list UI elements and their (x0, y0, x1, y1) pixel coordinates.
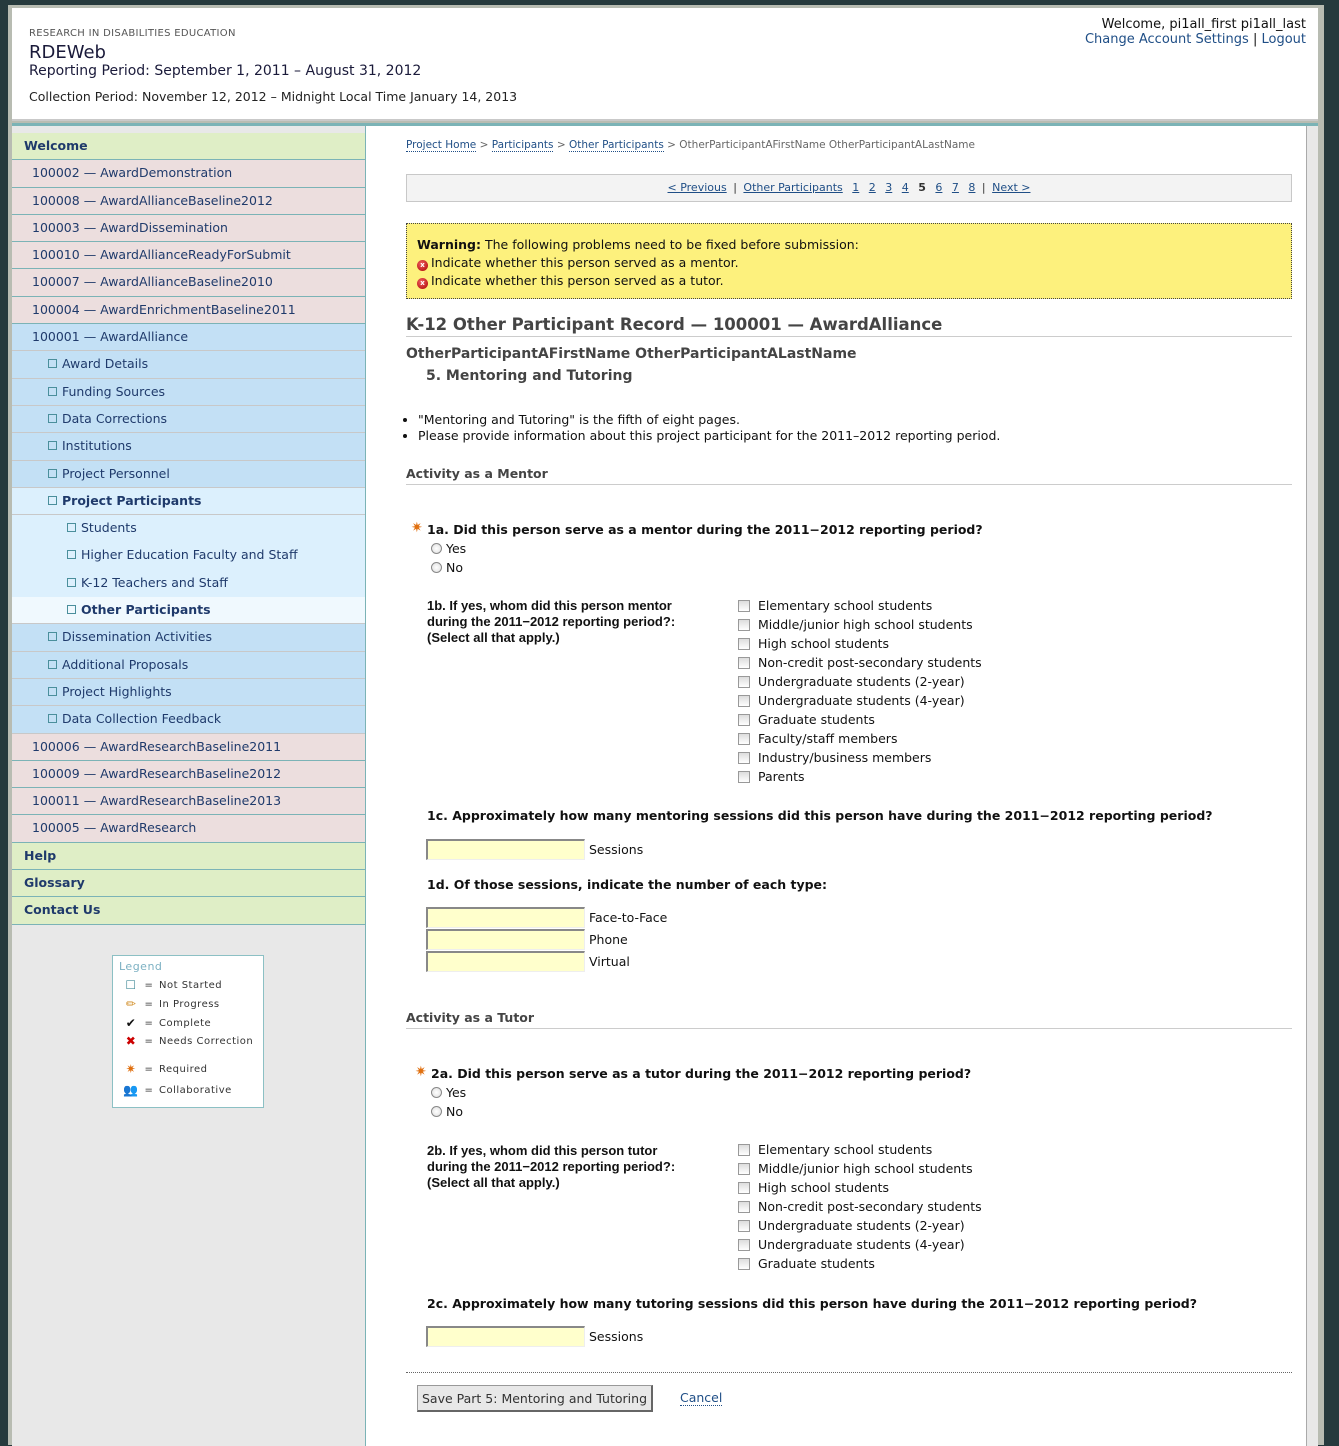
radio-icon[interactable] (431, 1106, 442, 1117)
checkbox-label: Elementary school students (758, 598, 933, 613)
checkbox-icon[interactable] (738, 1182, 750, 1194)
radio-icon[interactable] (431, 543, 442, 554)
checkbox-icon[interactable] (738, 733, 750, 745)
previous-link[interactable]: < Previous (667, 181, 727, 194)
checkbox-label: Middle/junior high school students (758, 617, 973, 632)
legend-label: Complete (159, 1017, 212, 1029)
checkbox-label: Parents (758, 769, 805, 784)
sidebar-item-label: 100001 — AwardAlliance (32, 329, 189, 345)
equals: = (144, 1035, 154, 1047)
collection-period: Collection Period: November 12, 2012 – Midnight Local Time January 14, 2013 (29, 89, 518, 104)
sidebar-item-100001-awardalliance[interactable] (12, 324, 365, 351)
reporting-period: Reporting Period: September 1, 2011 – August 31, 2012 (29, 63, 422, 79)
sidebar-item-data-corrections[interactable] (12, 406, 365, 433)
sidebar-item-k-12-teachers-and-staff[interactable] (12, 570, 365, 597)
sidebar-item-label: Additional Proposals (62, 656, 189, 672)
checkbox-icon[interactable] (738, 1201, 750, 1213)
tutor-option-checkbox[interactable] (738, 1178, 982, 1197)
warning-box (406, 223, 1292, 299)
breadcrumb-current: OtherParticipantAFirstName OtherParticipantALastName (679, 139, 975, 151)
page-8-link[interactable]: 8 (968, 181, 976, 194)
sidebar-item-label: Contact Us (24, 902, 101, 918)
sidebar-item-label: Award Details (62, 356, 149, 372)
sidebar-item-label: 100004 — AwardEnrichmentBaseline2011 (32, 301, 296, 317)
required-icon: ✷ (415, 1064, 427, 1080)
mentor-option-checkbox[interactable] (738, 691, 982, 710)
account-settings-link[interactable]: Change Account Settings (1084, 32, 1249, 47)
divider (406, 1372, 1292, 1373)
page-7-link[interactable]: 7 (951, 181, 959, 194)
session-type-row (426, 929, 667, 951)
people-icon: 👥 (123, 1083, 139, 1097)
tutor-section-heading: Activity as a Tutor (406, 1010, 1292, 1029)
legend-label: Needs Correction (159, 1035, 254, 1047)
not-started-icon (67, 523, 76, 532)
sidebar-item-label: Higher Education Faculty and Staff (81, 547, 298, 563)
sidebar-item-dissemination-activities[interactable] (12, 624, 365, 651)
not-started-icon (48, 441, 57, 450)
sidebar-item-project-participants[interactable] (12, 488, 365, 515)
sidebar-item-higher-education-faculty-and-staff[interactable] (12, 542, 365, 569)
checkbox-label: Non-credit post-secondary students (758, 655, 982, 670)
checkbox-icon[interactable] (738, 695, 750, 707)
sidebar-item-label: Project Participants (62, 492, 202, 508)
q1b-label (427, 598, 675, 646)
equals: = (144, 998, 154, 1010)
sidebar-item-project-highlights[interactable] (12, 679, 365, 706)
breadcrumb-other-participants[interactable]: Other Participants (568, 139, 664, 151)
checkbox-label: Faculty/staff members (758, 731, 898, 746)
checkbox-label: Undergraduate students (4-year) (758, 1237, 965, 1252)
tutor-option-checkbox[interactable] (738, 1254, 982, 1273)
legend-item (123, 997, 220, 1011)
x-circle-icon: ✖ (125, 1034, 137, 1048)
breadcrumb-participants[interactable]: Participants (491, 139, 554, 151)
tutor-no-radio[interactable] (431, 1102, 971, 1121)
sidebar-item-label: 100008 — AwardAllianceBaseline2012 (32, 192, 273, 208)
checkbox-icon[interactable] (738, 1163, 750, 1175)
checkbox-icon[interactable] (738, 714, 750, 726)
tutor-options (738, 1140, 982, 1273)
sidebar-item-label: Institutions (62, 438, 132, 454)
tutor-option-checkbox[interactable] (738, 1140, 982, 1159)
sidebar-item-glossary[interactable] (12, 870, 365, 897)
radio-label: No (446, 1104, 463, 1119)
page-1-link[interactable]: 1 (852, 181, 860, 194)
pager-sep: | (733, 181, 737, 194)
page-4-link[interactable]: 4 (901, 181, 909, 194)
q1b-line: 1b. If yes, whom did this person mentor (427, 598, 672, 613)
input-label: Sessions (589, 1329, 644, 1344)
note: • "Mentoring and Tutoring" is the fifth of eight pages. (418, 412, 1000, 428)
header (12, 8, 1318, 121)
legend-item (123, 1083, 232, 1097)
sidebar-item-label: Welcome (24, 138, 88, 153)
not-started-icon (67, 578, 76, 587)
checkbox-icon[interactable] (738, 1239, 750, 1251)
check-icon: ✔ (125, 1016, 137, 1030)
required-icon: ✷ (411, 520, 423, 536)
legend-label: In Progress (159, 998, 220, 1010)
separator: | (1252, 32, 1258, 47)
sidebar-item-additional-proposals[interactable] (12, 652, 365, 679)
legend-item (123, 1062, 208, 1076)
sidebar-item-label: Funding Sources (62, 383, 166, 399)
sidebar-item-label: Help (24, 847, 57, 863)
legend-label: Not Started (159, 979, 223, 991)
q2b-label (427, 1143, 675, 1191)
mentor-option-checkbox[interactable] (738, 653, 982, 672)
checkbox-icon[interactable] (738, 1258, 750, 1270)
error-icon: x (417, 278, 428, 289)
sidebar-item-label: 100011 — AwardResearchBaseline2013 (32, 793, 282, 809)
q2b-line: (Select all that apply.) (427, 1175, 560, 1190)
mentor-option-checkbox[interactable] (738, 596, 982, 615)
main-content (366, 126, 1306, 1446)
mentor-options (738, 596, 982, 786)
q2b-line: during the 2011−2012 reporting period?: (427, 1159, 676, 1174)
equals: = (144, 1063, 154, 1075)
mentor-sessions-row (426, 839, 643, 860)
legend-item (123, 1034, 253, 1048)
checkbox-icon[interactable] (738, 752, 750, 764)
q2a (415, 1064, 972, 1121)
breadcrumb-project-home[interactable]: Project Home (406, 139, 477, 151)
not-started-icon (67, 550, 76, 559)
sidebar-item-project-personnel[interactable] (12, 461, 365, 488)
save-button[interactable]: Save Part 5: Mentoring and Tutoring (417, 1385, 653, 1412)
user-panel (1085, 17, 1306, 47)
q1b-line: during the 2011−2012 reporting period?: (427, 614, 676, 629)
mentor-option-checkbox[interactable] (738, 672, 982, 691)
radio-icon[interactable] (431, 562, 442, 573)
radio-label: No (446, 560, 463, 575)
legend-label: Required (159, 1063, 208, 1075)
not-started-icon (48, 414, 57, 423)
breadcrumb-sep: > (667, 139, 676, 151)
sidebar-item-label: Glossary (24, 875, 85, 891)
sidebar-item-data-collection-feedback[interactable] (12, 706, 365, 733)
q1d-label: 1d. Of those sessions, indicate the number of each type: (427, 877, 828, 892)
tutor-sessions-input[interactable] (426, 1326, 585, 1347)
other-participants-link[interactable]: Other Participants (743, 181, 843, 194)
sidebar-item-100006-awardresearchbaseline2011[interactable] (12, 734, 365, 761)
checkbox-icon[interactable] (738, 619, 750, 631)
radio-icon[interactable] (431, 1087, 442, 1098)
warning-text: The following problems need to be fixed before submission: (484, 237, 859, 252)
breadcrumb-sep: > (479, 139, 489, 151)
session-type-input[interactable] (426, 929, 585, 950)
checkbox-icon[interactable] (738, 657, 750, 669)
warning-item: Indicate whether this person served as a mentor. (431, 255, 739, 270)
sidebar-item-welcome[interactable] (12, 133, 365, 160)
mentor-option-checkbox[interactable] (738, 710, 982, 729)
scrollbar-track[interactable] (1306, 126, 1318, 1446)
mentor-option-checkbox[interactable] (738, 615, 982, 634)
sidebar-item-label: 100010 — AwardAllianceReadyForSubmit (32, 247, 291, 263)
sidebar-item-institutions[interactable] (12, 433, 365, 460)
note: • Please provide information about this project participant for the 2011–2012 reporting period. (418, 428, 1000, 444)
not-started-icon (48, 660, 57, 669)
mentor-option-checkbox[interactable] (738, 634, 982, 653)
warning-item: Indicate whether this person served as a tutor. (431, 273, 724, 288)
sidebar-item-other-participants[interactable] (12, 597, 365, 624)
square-icon: ☐ (125, 978, 137, 992)
sidebar-item-label: 100005 — AwardResearch (32, 820, 197, 836)
checkbox-icon[interactable] (738, 771, 750, 783)
breadcrumb-sep: > (556, 139, 566, 151)
asterisk-icon: ✷ (125, 1062, 137, 1076)
pencil-icon: ✏ (125, 997, 137, 1011)
legend-title: Legend (119, 960, 163, 973)
tutor-yes-radio[interactable] (431, 1083, 971, 1102)
not-started-icon (48, 496, 57, 505)
sidebar-item-100004-awardenrichmentbaseline2011[interactable] (12, 297, 365, 324)
session-types (426, 907, 667, 973)
notes-list (418, 412, 1000, 444)
tutor-option-checkbox[interactable] (738, 1235, 982, 1254)
q2c-label: 2c. Approximately how many tutoring sessions did this person have during the 2011−2012 reporting period? (427, 1296, 1197, 1311)
not-started-icon (48, 469, 57, 478)
sidebar-item-label: K-12 Teachers and Staff (81, 574, 228, 590)
mentor-yes-radio[interactable] (431, 539, 983, 558)
checkbox-label: Undergraduate students (2-year) (758, 674, 965, 689)
not-started-icon (48, 359, 57, 368)
checkbox-label: High school students (758, 636, 890, 651)
checkbox-icon[interactable] (738, 1220, 750, 1232)
sidebar-item-100007-awardalliancebaseline2010[interactable] (12, 269, 365, 296)
sidebar-item-help[interactable] (12, 843, 365, 870)
pager (406, 174, 1292, 202)
checkbox-label: Undergraduate students (2-year) (758, 1218, 965, 1233)
page-5-link: 5 (918, 181, 926, 194)
tutor-option-checkbox[interactable] (738, 1159, 982, 1178)
welcome-text: Welcome, pi1all_first pi1all_last (1101, 17, 1306, 32)
page-6-link[interactable]: 6 (935, 181, 943, 194)
sidebar-item-label: Data Collection Feedback (62, 711, 222, 727)
input-label: Virtual (589, 954, 630, 969)
session-type-input[interactable] (426, 907, 585, 928)
sidebar-item-label: Dissemination Activities (62, 629, 212, 645)
radio-label: Yes (446, 541, 467, 556)
sidebar-item-label: Students (81, 520, 137, 536)
equals: = (144, 979, 154, 991)
checkbox-label: Graduate students (758, 712, 875, 727)
mentor-no-radio[interactable] (431, 558, 983, 577)
input-label: Phone (589, 932, 628, 947)
legend (112, 955, 264, 1108)
session-type-row (426, 907, 667, 929)
legend-item (123, 1016, 211, 1030)
q1c-label: 1c. Approximately how many mentoring sessions did this person have during the 2011−2012 reporting period? (427, 808, 1213, 823)
equals: = (144, 1084, 154, 1096)
app-name: RDEWeb (29, 42, 106, 63)
checkbox-label: Non-credit post-secondary students (758, 1199, 982, 1214)
tutor-sessions-row (426, 1326, 643, 1347)
q2b-line: 2b. If yes, whom did this person tutor (427, 1143, 658, 1158)
checkbox-label: Industry/business members (758, 750, 932, 765)
tutor-option-checkbox[interactable] (738, 1216, 982, 1235)
equals: = (144, 1017, 154, 1029)
checkbox-icon[interactable] (738, 638, 750, 650)
legend-item (123, 978, 222, 992)
cancel-link[interactable]: Cancel (680, 1390, 723, 1405)
sidebar-item-100011-awardresearchbaseline2013[interactable] (12, 788, 365, 815)
error-icon: x (417, 260, 428, 271)
logout-link[interactable]: Logout (1261, 32, 1306, 47)
sidebar-item-contact-us[interactable] (12, 897, 365, 924)
checkbox-label: Middle/junior high school students (758, 1161, 973, 1176)
not-started-icon (67, 605, 76, 614)
q2a-label: 2a. Did this person serve as a tutor during the 2011−2012 reporting period? (431, 1066, 972, 1081)
sidebar-item-label: Data Corrections (62, 410, 167, 426)
sidebar-item-100005-awardresearch[interactable] (12, 815, 365, 842)
sidebar-item-100003-awarddissemination[interactable] (12, 215, 365, 242)
sidebar-item-label: Project Personnel (62, 465, 170, 481)
sidebar (12, 126, 366, 1446)
sidebar-item-funding-sources[interactable] (12, 379, 365, 406)
not-started-icon (48, 387, 57, 396)
legend-label: Collaborative (159, 1084, 232, 1096)
sidebar-item-100010-awardalliancereadyforsubmit[interactable] (12, 242, 365, 269)
page-2-link[interactable]: 2 (868, 181, 876, 194)
sidebar-item-students[interactable] (12, 515, 365, 542)
q1a-label: 1a. Did this person serve as a mentor during the 2011−2012 reporting period? (427, 522, 983, 537)
page-3-link[interactable]: 3 (885, 181, 893, 194)
sidebar-item-award-details[interactable] (12, 351, 365, 378)
sidebar-item-label: Project Highlights (62, 683, 172, 699)
org-name: RESEARCH IN DISABILITIES EDUCATION (29, 28, 236, 39)
sidebar-nav (12, 133, 365, 925)
not-started-icon (48, 687, 57, 696)
mentor-option-checkbox[interactable] (738, 729, 982, 748)
section-title: 5. Mentoring and Tutoring (426, 368, 633, 384)
checkbox-label: Graduate students (758, 1256, 875, 1271)
not-started-icon (48, 632, 57, 641)
next-link[interactable]: Next > (992, 181, 1031, 194)
q1a (411, 520, 983, 577)
pager-sep: | (981, 181, 986, 194)
sidebar-item-label: 100007 — AwardAllianceBaseline2010 (32, 274, 273, 290)
sidebar-item-label: 100006 — AwardResearchBaseline2011 (32, 738, 282, 754)
radio-label: Yes (446, 1085, 467, 1100)
sidebar-item-label: 100002 — AwardDemonstration (32, 165, 233, 181)
session-type-input[interactable] (426, 951, 585, 972)
participant-name: OtherParticipantAFirstName OtherParticipantALastName (406, 346, 857, 362)
sidebar-item-label: 100009 — AwardResearchBaseline2012 (32, 765, 282, 781)
mentor-option-checkbox[interactable] (738, 748, 982, 767)
checkbox-label: Undergraduate students (4-year) (758, 693, 965, 708)
checkbox-label: High school students (758, 1180, 890, 1195)
mentor-option-checkbox[interactable] (738, 767, 982, 786)
not-started-icon (48, 714, 57, 723)
checkbox-icon[interactable] (738, 676, 750, 688)
sidebar-item-100002-awarddemonstration[interactable] (12, 160, 365, 187)
checkbox-icon[interactable] (738, 600, 750, 612)
breadcrumb (406, 139, 975, 151)
input-label: Sessions (589, 842, 644, 857)
tutor-option-checkbox[interactable] (738, 1197, 982, 1216)
q1b-line: (Select all that apply.) (427, 630, 560, 645)
checkbox-label: Elementary school students (758, 1142, 933, 1157)
mentor-sessions-input[interactable] (426, 839, 585, 860)
sidebar-item-label: Other Participants (81, 602, 211, 618)
page-title: K-12 Other Participant Record — 100001 — AwardAlliance (406, 315, 1292, 337)
sidebar-item-100009-awardresearchbaseline2012[interactable] (12, 761, 365, 788)
mentor-section-heading: Activity as a Mentor (406, 466, 1292, 485)
input-label: Face-to-Face (589, 910, 668, 925)
checkbox-icon[interactable] (738, 1144, 750, 1156)
session-type-row (426, 951, 667, 973)
sidebar-item-label: 100003 — AwardDissemination (32, 219, 228, 235)
warning-label: Warning: (417, 237, 481, 252)
sidebar-item-100008-awardalliancebaseline2012[interactable] (12, 188, 365, 215)
